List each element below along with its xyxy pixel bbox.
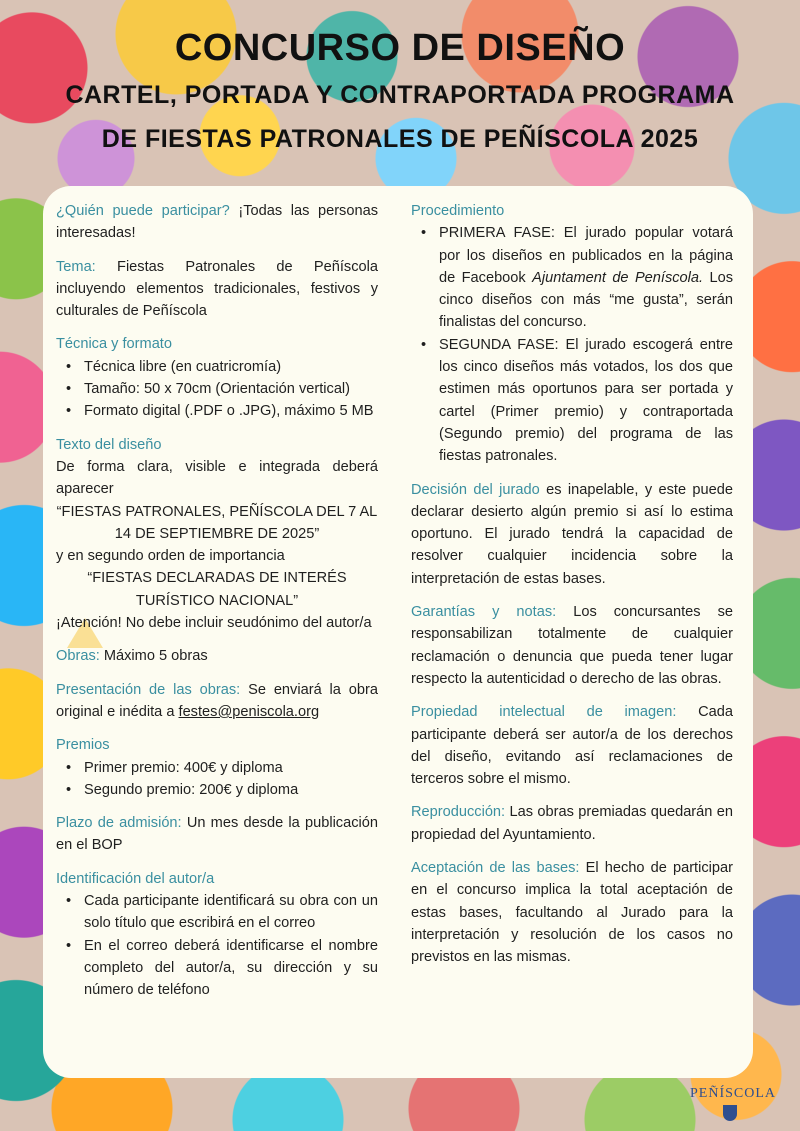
right-column	[411, 200, 733, 980]
crest-icon	[723, 1105, 737, 1121]
list-item: • Tamaño: 50 x 70cm (Orientación vertical)	[56, 378, 378, 400]
list-item: • Técnica libre (en cuatricromía)	[56, 356, 378, 378]
page-title: CONCURSO DE DISEÑO	[174, 27, 626, 69]
section-tecnica: Técnica y formato • Técnica libre (en cuatricromía) • Tamaño: 50 x 70cm (Orientación vertical) • Formato digital (.PDF o .JPG), máximo 5 MB	[56, 333, 378, 422]
rules-card	[43, 186, 753, 1078]
list-item: • Segundo premio: 200€ y diploma	[56, 779, 378, 801]
left-column	[56, 200, 378, 1013]
section-presentacion: Presentación de las obras: Se enviará la obra original e inédita a festes@peniscola.org	[56, 681, 378, 720]
list-item: • Primer premio: 400€ y diploma	[56, 757, 378, 779]
required-text-1: “FIESTAS PATRONALES, PEÑÍSCOLA DEL 7 AL 14 DE SEPTIEMBRE DE 2025”	[56, 503, 378, 542]
section-tema: Tema: Fiestas Patronales de Peñíscola incluyendo elementos tradicionales, festivos y culturales de Peñíscola	[56, 258, 378, 320]
list-item: • Cada participante identificará su obra con un solo título que escribirá en el correo	[56, 890, 378, 935]
list-item: • Formato digital (.PDF o .JPG), máximo 5 MB	[56, 400, 378, 422]
poster-titles	[0, 22, 800, 154]
warning-text: ¡Atención! No debe incluir seudónimo del autor/a	[56, 615, 372, 632]
section-plazo: Plazo de admisión: Un mes desde la publicación en el BOP	[56, 815, 378, 854]
section-premios: Premios • Primer premio: 400€ y diploma • Segundo premio: 200€ y diploma	[56, 734, 378, 801]
list-item: • SEGUNDA FASE: El jurado escogerá entre los cinco diseños más votados, los dos que estimen más oportunos para ser portada y cartel (Primer premio) y contraportada (Segundo premio) del programa de las fiestas patronales.	[411, 334, 733, 468]
email-link[interactable]: festes@peniscola.org	[178, 703, 320, 720]
subtitle-line-1: CARTEL, PORTADA Y CONTRAPORTADA PROGRAMA	[65, 81, 735, 109]
section-texto: Texto del diseño De forma clara, visible e integrada deberá aparecer “FIESTAS PATRONALES, PEÑÍSCOLA DEL 7 AL 14 DE SEPTIEMBRE DE 2025” y en segundo orden de importancia “FIESTAS DECLARADAS DE INTERÉS TURÍSTICO NACIONAL” ¡Atención! No debe incluir seudónimo del autor/a	[56, 434, 378, 635]
section-aceptacion: Aceptación de las bases: El hecho de participar en el concurso implica la total aceptación de estas bases, facultando al Jurado para la interpretación y resolución de los casos no previstos en las mismas.	[411, 860, 733, 966]
section-garantias: Garantías y notas: Los concursantes se responsabilizan totalmente de cualquier reclamación o denuncia que pueda tener lugar respecto la autenticidad o derecho de las obras.	[411, 604, 733, 687]
section-decision: Decisión del jurado es inapelable, y este puede declarar desierto algún premio si así lo estima oportuno. El jurado tendrá la capacidad de resolver cualquier incidencia sobre la interpretación de estas bases.	[411, 481, 733, 587]
subtitle-line-2: DE FIESTAS PATRONALES DE PEÑÍSCOLA 2025	[101, 125, 699, 153]
section-reproduccion: Reproducción: Las obras premiadas quedarán en propiedad del Ayuntamiento.	[411, 804, 733, 843]
required-text-2: “FIESTAS DECLARADAS DE INTERÉS TURÍSTICO NACIONAL”	[87, 570, 347, 609]
section-quien: ¿Quién puede participar? ¡Todas las personas interesadas!	[56, 203, 378, 242]
list-item: • PRIMERA FASE: El jurado popular votará por los diseños en publicados en la página de Facebook Ajuntament de Peníscola. Los cinco diseños con más “me gusta”, serán finalistas del concurso.	[411, 222, 733, 333]
section-identificacion: Identificación del autor/a • Cada participante identificará su obra con un solo título que escribirá en el correo • En el correo deberá identificarse el nombre completo del autor/a, su dirección y su número de teléfono	[56, 868, 378, 1002]
section-obras: Obras: Máximo 5 obras	[56, 648, 208, 665]
section-propiedad: Propiedad intelectual de imagen: Cada participante deberá ser autor/a de los derechos del diseño, evitando así reclamaciones de terceros sobre el mismo.	[411, 704, 733, 788]
section-procedimiento: Procedimiento • PRIMERA FASE: El jurado popular votará por los diseños en publicados en la página de Facebook Ajuntament de Peníscola. Los cinco diseños con más “me gusta”, serán finalistas del concurso. • SEGUNDA FASE: El jurado escogerá entre los cinco diseños más votados, los dos que estimen más oportunos para ser portada y cartel (Primer premio) y contraportada (Segundo premio) del programa de las fiestas patronales.	[411, 200, 733, 468]
list-item: • En el correo deberá identificarse el nombre completo del autor/a, su dirección y su número de teléfono	[56, 935, 378, 1002]
peniscola-logo: PEÑÍSCOLA	[690, 1086, 770, 1121]
